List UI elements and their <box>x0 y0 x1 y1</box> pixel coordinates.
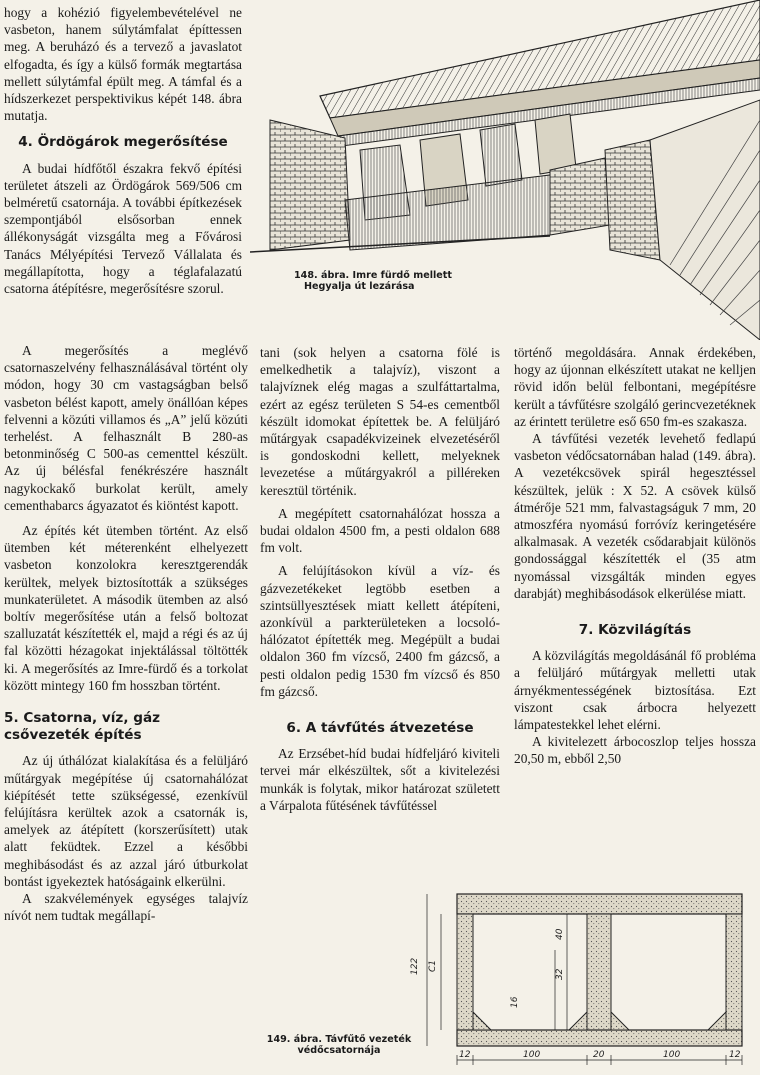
paragraph: A megerősítés a meglévő csatornaszelvény felhasználásával történt oly módon, hogy 30 cm vastagságban belső vasbeton bélést kapott, amely önállóan képes felvenni a közúti villamos és „A” jelű közúti terhelést. A felhasznált B 280-as betonminőség C 500-as cementtel készült. Az új bélésfal fenékrészére használt nagykockakő burkolat került, amely cementhabarcs ágyazatot és kiöntést kapott. <box>4 343 248 513</box>
paragraph: Az új úthálózat kialakítása és a felüljáró műtárgyak megépítése új csatornahálózat kiépítését tette szükségessé, ezenkívül felújításra kerültek azok a csatornák is, amelyek az átépített (korszerűsített) utak alatt feküdtek. Ezzel a későbbi meghibásodást és az azzal járó útburkolat bontást igyekeztek hatóságaink elkerülni. <box>4 753 248 889</box>
dim-left-label: C1 <box>428 959 438 972</box>
figure-148-caption: 148. ábra. Imre fürdő mellett Hegyalja út lezárása <box>294 270 452 292</box>
paragraph: történő megoldására. Annak érdekében, hogy az újonnan elkészített utakat ne kelljen rövid időn belül felbontani, megépítésre került a távfűtésre szolgáló gerincvezetéknek az érintett területre eső 650 fm-es szakasza. <box>514 345 756 429</box>
dim-bottom-label: 100 <box>663 1050 681 1060</box>
text-column-1-top <box>4 4 242 297</box>
dim-left-label: 40 <box>555 928 565 940</box>
paragraph: Az Erzsébet-híd budai hídfeljáró kiviteli tervei már elkészültek, sőt a kivitelezési munkák is folytak, mikor határozat született a Várpalota fűtésének távfűtéssel <box>260 746 500 813</box>
paragraph: Az építés két ütemben történt. Az első ütemben két méterenként elhelyezett vasbeton konzolokra keresztgerendák kerültek, melyek biztosították a szükséges munkaterületet. A második ütemben az alsó boltív megerősítése után a felső boltozat szalluzatát készítették el, majd a régi és az új fal közötti hézagokat injektálással töltötték ki. A megerősítés az Imre-fürdő és a torkolat között mintegy 160 fm hosszban történt. <box>4 523 248 693</box>
paragraph: hogy a kohézió figyelembevételével ne vasbeton, hanem súlytámfalat építtessen meg. A beruházó és a tervező a javaslatot elfogadta, és így a külső formák megtartása mellett súlytámfal épült meg. A támfal és a hídszerkezet perspektivikus képét 148. ábra mutatja. <box>4 5 242 124</box>
dim-left-label: 122 <box>410 957 420 975</box>
paragraph: A szakvélemények egységes talajvíz nívót nem tudtak megállapí- <box>4 891 248 924</box>
dim-bottom-label: 100 <box>523 1050 541 1060</box>
text-column-1-bottom <box>4 342 248 925</box>
text-column-3 <box>514 344 756 768</box>
paragraph: A felújításokon kívül a víz- és gázvezetékeket legtöbb esetben a szintsüllyesztések miatt kellett átépíteni, azonkívül a parkterületeken a locsoló-hálózatot építették meg. Megépült a budai oldalon 360 fm vízcső, 2400 fm gázcső, a pesti oldalon pedig 1530 fm vízcső és 850 fm gázcső. <box>260 563 500 699</box>
section-heading-5: 5. Csatorna, víz, gáz csővezeték építés <box>4 710 161 744</box>
figure-149-caption: 149. ábra. Távfűtő vezeték védőcsatornája <box>266 1034 412 1056</box>
section-heading-4: 4. Ördögárok megerősítése <box>18 134 228 151</box>
dim-left-label: 16 <box>510 996 520 1008</box>
paragraph: A megépített csatornahálózat hossza a budai oldalon 4500 fm, a pesti oldalon 688 fm volt. <box>260 505 500 556</box>
section-heading-6: 6. A távfűtés átvezetése <box>286 720 474 737</box>
paragraph: A kivitelezett árbocoszlop teljes hossza 20,50 m, ebből 2,50 <box>514 734 756 767</box>
dim-bottom-label: 12 <box>459 1050 471 1060</box>
figure-149-channel-section <box>405 880 760 1070</box>
paragraph: A távfűtési vezeték levehető fedlapú vasbeton védőcsatornában halad (149. ábra). A vezetékcsövek spirál hegesztéssel készültek, jelük : X 52. A csövek külső átmérője 521 mm, falvastagságuk 7 mm, 20 atmoszféra nyomású forróvíz keringetésére alkalmasak. A vezeték csődarabjait különös gondossággal készítették el (35 atm nyomással vizsgálták minden egyes darabját) meghibásodások elkerülése miatt. <box>514 431 756 601</box>
section-heading-7: 7. Közvilágítás <box>578 622 692 639</box>
dim-bottom-label: 12 <box>729 1050 741 1060</box>
dim-bottom-label: 20 <box>593 1050 605 1060</box>
paragraph: A közvilágítás megoldásánál fő probléma a felüljáró műtárgyak melletti utak árnyékmentességének biztosítása. Ezt viszont csak árbocra helyezett lámpatestekkel lehet elérni. <box>514 648 756 733</box>
paragraph: A budai hídfőtől északra fekvő építési területet átszeli az Ördögárok 569/506 cm belméretű csatornája. A további építkezések szempontjából elsősorban ennek állékonyságát vizsgálta meg a Fővárosi Tanács Mélyépítési Tervező Vállalata és megállapította, hogy a téglafalazatú csatorna átépítésre, megerősítésre szorul. <box>4 160 242 297</box>
dim-left-label: 32 <box>555 968 565 980</box>
paragraph: tani (sok helyen a csatorna fölé is emelkedhetik a talajvíz), viszont a talajvíznek elég magas a szulfáttartalma, ezért az egész területen S 54-es cementből készült idomokat építettek be. A felüljáró műtárgyak csapadékvizeinek elvezetéséről is gondoskodni kellett, melyeknek levezetése a műtárgyakról a pilléreken keresztül történik. <box>260 345 500 498</box>
text-column-2 <box>260 344 500 814</box>
